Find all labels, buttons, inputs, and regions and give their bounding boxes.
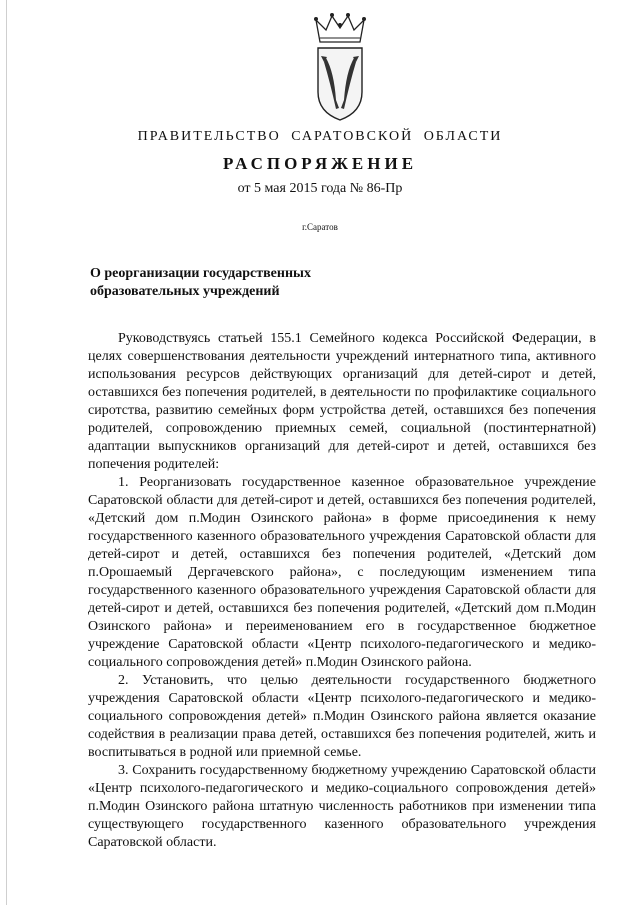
clause-1-paragraph: 1. Реорганизовать государственное казенное образовательное учреждение Саратовской области для детей-сирот и детей, оставшихся без попечения родителей, «Детский дом п.Модин Озинского района» в форме присоединения к нему государственного казенного образовательного учреждения Саратовской области для детей-сирот и детей, оставшихся без попечения родителей, «Детский дом п.Орошаемый Дергачевского района», с последующим изменением типа государственного казенного образовательного учреждения Саратовской области для детей-сирот и детей, оставшихся без попечения родителей, «Детский дом п.Модин Озинского района» и переименованием его в государственное бюджетное учреждение Саратовской области «Центр психолого-педагогического и медико-социального сопровождения детей» п.Модин Озинского района. [88, 475, 596, 670]
document-title-line: образовательных учреждений [90, 284, 280, 299]
document-city: г.Саратов [302, 222, 338, 232]
document-type: РАСПОРЯЖЕНИЕ [222, 154, 418, 173]
government-name: ПРАВИТЕЛЬСТВО САРАТОВСКОЙ ОБЛАСТИ [137, 129, 503, 144]
clause-3-paragraph: 3. Сохранить государственному бюджетному учреждению Саратовской области «Центр психолого-педагогического и медико-социального сопровождения детей» п.Модин Озинского района штатную численность работников при изменении типа существующего государственного казенного образовательного учреждения Саратовской области. [88, 763, 596, 850]
document-title [90, 265, 311, 301]
clause-2-paragraph: 2. Установить, что целью деятельности государственного бюджетного учреждения Саратовской области «Центр психолого-педагогического и медико-социального сопровождения детей» п.Модин Озинского района является оказание содействия в реализации права детей, оставшихся без попечения родителей, жить и воспитываться в родной или приемной семье. [88, 673, 596, 760]
saratov-coat-of-arms-icon [308, 12, 372, 124]
document-title-line: О реорганизации государственных [90, 266, 311, 281]
document-date-number: от 5 мая 2015 года № 86-Пр [237, 181, 403, 196]
document-body [88, 330, 596, 852]
preamble-paragraph: Руководствуясь статьей 155.1 Семейного кодекса Российской Федерации, в целях совершенствования деятельности учреждений интернатного типа, активного использования ресурсов действующих организаций для детей-сирот и детей, оставшихся без попечения родителей, в деятельности по профилактике социального сиротства, развитию семейных форм устройства детей, оставшихся без попечения родителей, сопровождению приемных семей, социальной (постинтернатной) адаптации выпускников организаций для детей-сирот и детей, оставшихся без попечения родителей: [88, 331, 596, 472]
